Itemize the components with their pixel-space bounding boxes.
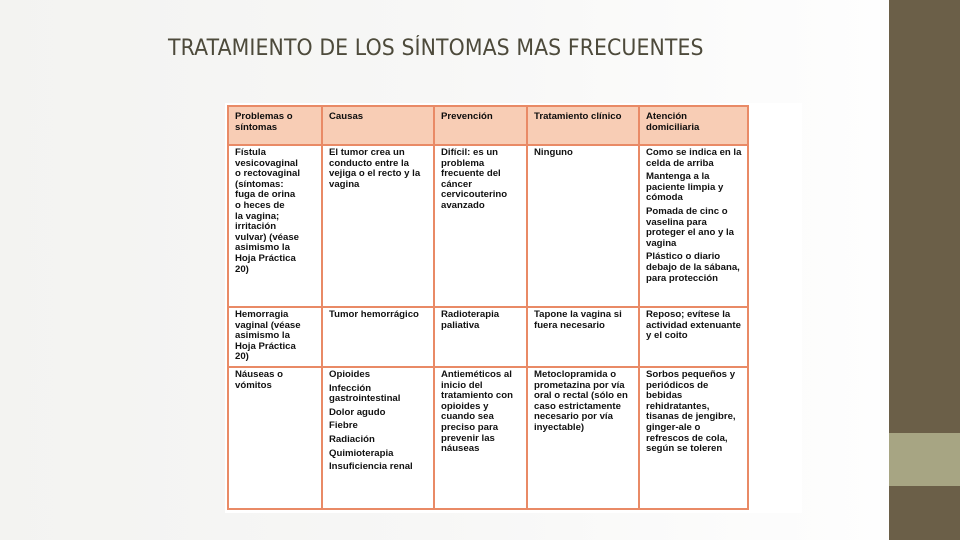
column-header-home-care: Atención domiciliaria [639, 106, 748, 145]
cause-item: Radiación [329, 433, 375, 445]
cause-item: Opioides [329, 369, 371, 380]
problem-line: o heces de [235, 199, 285, 211]
problem-line: Hoja Práctica [235, 340, 296, 352]
problem-line: Hemorragia [235, 309, 289, 320]
slide-title: TRATAMIENTO DE LOS SÍNTOMAS MAS FRECUENTES [168, 36, 704, 61]
table-row [228, 307, 748, 367]
problem-line: (síntomas: [235, 178, 284, 190]
cell-home-care [639, 145, 748, 307]
column-header-causes: Causas [322, 106, 434, 145]
cell-problem [228, 145, 322, 307]
column-header-treatment: Tratamiento clínico [527, 106, 639, 145]
problem-line: asimismo la [235, 330, 290, 342]
cause-item: Fiebre [329, 420, 358, 432]
home-care-item: Reposo; evítese la actividad extenuante y el coito [646, 309, 741, 342]
table-header-row [228, 106, 748, 145]
home-care-item: Sorbos pequeños y periódicos de bebidas rehidratantes, tisanas de jengibre, ginger-ale o refrescos de cola, según se toleren [646, 369, 736, 455]
problem-line: la vagina; [235, 210, 280, 222]
table-row [228, 367, 748, 509]
home-care-item: Plástico o diario debajo de la sábana, para protección [646, 251, 740, 284]
cause-item: El tumor crea un conducto entre la vejiga o el recto y la vagina [329, 147, 421, 190]
problem-line: Hoja Práctica [235, 252, 296, 264]
cell-treatment: Tapone la vagina si fuera necesario [527, 307, 639, 367]
cell-prevention: Difícil: es un problema frecuente del cáncer cervicouterino avanzado [434, 145, 527, 307]
problem-line: 20) [235, 351, 249, 363]
cause-item: Quimioterapia [329, 447, 394, 459]
problem-line: vómitos [235, 379, 272, 391]
table-row [228, 145, 748, 307]
problem-line: fuga de orina [235, 189, 296, 201]
problem-line: asimismo la [235, 242, 290, 254]
cell-treatment: Ninguno [527, 145, 639, 307]
problem-line: Náuseas o [235, 369, 283, 380]
side-accent-block [889, 433, 960, 486]
cell-home-care [639, 367, 748, 509]
cause-item: Infección gastrointestinal [329, 382, 401, 405]
cause-item: Insuficiencia renal [329, 461, 413, 473]
cell-problem [228, 307, 322, 367]
cell-prevention: Radioterapia paliativa [434, 307, 527, 367]
cell-home-care [639, 307, 748, 367]
cell-problem [228, 367, 322, 509]
cell-causes [322, 145, 434, 307]
problem-line: vaginal (véase [235, 319, 301, 331]
column-header-prevention: Prevención [434, 106, 527, 145]
cell-treatment: Metoclopramida o prometazina por vía oral o rectal (sólo en caso estrictamente necesario por vía inyectable) [527, 367, 639, 509]
cell-causes [322, 307, 434, 367]
problem-line: irritación [235, 221, 277, 233]
column-header-problems: Problemas o síntomas [228, 106, 322, 145]
problem-line: vesicovaginal [235, 157, 298, 169]
problem-line: vulvar) (véase [235, 231, 299, 243]
problem-line: o rectovaginal [235, 168, 301, 180]
cause-item: Dolor agudo [329, 406, 386, 418]
home-care-item: Mantenga a la paciente limpia y cómoda [646, 171, 724, 204]
problem-line: Fístula [235, 147, 266, 158]
cause-item: Tumor hemorrágico [329, 309, 419, 320]
problem-line: 20) [235, 263, 249, 275]
home-care-item: Como se indica en la celda de arriba [646, 147, 742, 169]
cell-prevention: Antieméticos al inicio del tratamiento con opioides y cuando sea preciso para prevenir las náuseas [434, 367, 527, 509]
symptom-treatment-table [227, 105, 749, 510]
symptom-table-image [225, 103, 802, 513]
home-care-item: Pomada de cinc o vaselina para proteger el ano y la vagina [646, 205, 734, 249]
cell-causes [322, 367, 434, 509]
